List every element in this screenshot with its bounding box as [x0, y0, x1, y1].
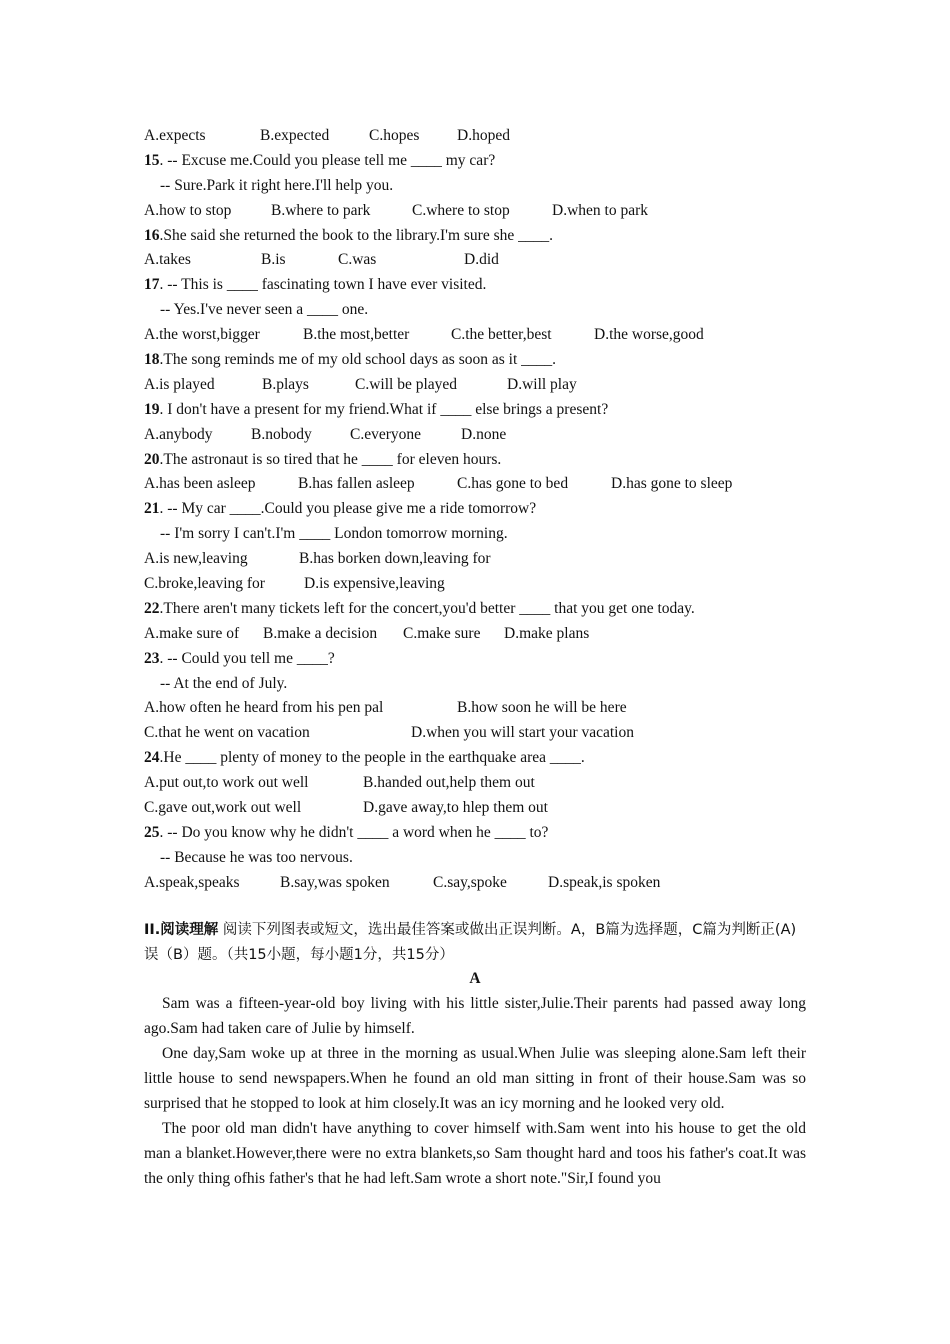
option-b: B.make a decision — [263, 624, 378, 642]
question-20-options — [144, 472, 806, 497]
option-d: D.gave away,to hlep them out — [363, 799, 548, 817]
option-d: D.did — [464, 251, 499, 269]
question-18-options — [144, 373, 806, 398]
question-number: 19 — [144, 400, 160, 418]
option-b: B.plays — [262, 375, 309, 393]
option-a: A.anybody — [144, 425, 213, 443]
option-a: A.how to stop — [144, 201, 232, 219]
question-text: .He ____ plenty of money to the people in the earthquake area ____. — [159, 749, 585, 767]
option-b: B.the most,better — [303, 326, 410, 344]
option-b: B.how soon he will be here — [457, 699, 627, 717]
option-c: C.has gone to bed — [457, 475, 569, 493]
question-text: .The song reminds me of my old school days as soon as it ____. — [159, 351, 556, 369]
question-number: 21 — [144, 500, 160, 518]
question-23-reply: -- At the end of July. — [160, 674, 288, 692]
option-b: B.has fallen asleep — [298, 475, 415, 493]
option-b: B.has borken down,leaving for — [299, 550, 491, 568]
option-a: A.takes — [144, 251, 191, 269]
question-24-stem — [144, 746, 806, 771]
question-19-stem — [144, 398, 806, 423]
option-d: D.hoped — [457, 127, 510, 144]
question-22-stem — [144, 597, 806, 622]
question-number: 24 — [144, 749, 160, 767]
question-23-options-row2 — [144, 721, 806, 746]
section-2-text: 阅读下列图表或短文，选出最佳答案或做出正误判断。A，B篇为选择题，C篇为判断正(A)误（B）题。（共15小题，每小题1分，共15分） — [144, 921, 797, 963]
question-16-options — [144, 248, 806, 273]
question-15-options — [144, 199, 806, 224]
exam-page — [144, 124, 806, 1192]
option-d: D.has gone to sleep — [611, 475, 733, 493]
question-number: 23 — [144, 649, 160, 667]
question-text: . -- Excuse me.Could you please tell me ____ my car? — [159, 151, 496, 169]
option-c: C.broke,leaving for — [144, 575, 265, 593]
passage-paragraph: Sam was a fifteen-year-old boy living with his little sister,Julie.Their parents had passed away long ago.Sam had taken care of Julie by himself. — [144, 995, 806, 1038]
option-c: C.that he went on vacation — [144, 724, 310, 742]
option-c: C.where to stop — [412, 201, 510, 219]
option-a: A.is played — [144, 375, 215, 393]
question-15-stem — [144, 149, 806, 174]
question-text: .The astronaut is so tired that he ____ for eleven hours. — [159, 450, 502, 468]
question-16-stem — [144, 224, 806, 249]
option-d: D.is expensive,leaving — [304, 575, 445, 593]
question-text: . -- My car ____.Could you please give me a ride tomorrow? — [159, 500, 537, 518]
question-25-reply: -- Because he was too nervous. — [160, 848, 353, 866]
question-text: . I don't have a present for my friend.What if ____ else brings a present? — [159, 400, 609, 418]
question-17-reply: -- Yes.I've never seen a ____ one. — [160, 301, 369, 319]
question-number: 18 — [144, 351, 160, 369]
section-2-heading: II.阅读理解 — [144, 921, 219, 938]
question-21-options-row2 — [144, 572, 806, 597]
section-2-instructions — [144, 918, 806, 968]
question-23-options-row1 — [144, 696, 806, 721]
option-d: D.speak,is spoken — [548, 873, 661, 891]
passage-paragraph: The poor old man didn't have anything to cover himself with.Sam went into his house to get the old man a blanket.However,there were no extra blankets,so Sam thought hard and toos his father's coat.It was the only thing ofhis father's that he had left.Sam wrote a short note."Sir,I found you — [144, 1119, 806, 1187]
question-25-options — [144, 871, 806, 896]
question-number: 22 — [144, 599, 160, 617]
option-c: C.the better,best — [451, 326, 552, 344]
option-c: C.say,spoke — [433, 873, 507, 891]
question-18-stem — [144, 348, 806, 373]
question-17-stem — [144, 273, 806, 298]
section-spacer — [144, 896, 806, 918]
question-number: 15 — [144, 151, 160, 169]
option-d: D.the worse,good — [594, 326, 704, 344]
question-number: 17 — [144, 276, 160, 294]
option-d: D.when you will start your vacation — [411, 724, 634, 742]
option-d: D.will play — [507, 375, 577, 393]
option-b: B.handed out,help them out — [363, 774, 535, 792]
option-d: D.none — [461, 425, 507, 443]
option-a: A.the worst,bigger — [144, 326, 260, 344]
question-25-stem — [144, 821, 806, 846]
option-a: A.make sure of — [144, 624, 240, 642]
option-b: B.nobody — [251, 425, 312, 443]
option-b: B.where to park — [271, 201, 371, 219]
option-c: C.was — [338, 251, 377, 269]
passage-a-label: A — [469, 970, 481, 988]
question-21-stem — [144, 497, 806, 522]
question-17-options — [144, 323, 806, 348]
question-text: . -- Do you know why he didn't ____ a word when he ____ to? — [159, 823, 549, 841]
question-22-options — [144, 622, 806, 647]
question-21-options-row1 — [144, 547, 806, 572]
option-b: B.say,was spoken — [280, 873, 390, 891]
question-number: 25 — [144, 823, 160, 841]
question-text: .She said she returned the book to the library.I'm sure she ____. — [159, 226, 554, 244]
option-a: A.speak,speaks — [144, 873, 240, 891]
question-text: .There aren't many tickets left for the concert,you'd better ____ that you get one today. — [159, 599, 695, 617]
option-c: C.will be played — [355, 375, 458, 393]
passage-paragraph: One day,Sam woke up at three in the morning as usual.When Julie was sleeping alone.Sam left their little house to send newspapers.When he found an old man sitting in front of their house.Sam was so surprised that he stopped to look at him closely.It was an icy morning and he looked very old. — [144, 1045, 806, 1112]
question-number: 20 — [144, 450, 160, 468]
question-24-options-row2 — [144, 796, 806, 821]
option-a: A.expects — [144, 127, 206, 144]
question-23-stem — [144, 647, 806, 672]
option-a: A.has been asleep — [144, 475, 256, 493]
option-c: C.everyone — [350, 425, 422, 443]
option-b: B.expected — [260, 127, 330, 144]
question-15-reply: -- Sure.Park it right here.I'll help you. — [160, 176, 394, 194]
option-c: C.gave out,work out well — [144, 799, 302, 817]
question-20-stem — [144, 448, 806, 473]
question-text: . -- Could you tell me ____? — [159, 649, 335, 667]
option-a: A.how often he heard from his pen pal — [144, 699, 384, 717]
option-d: D.make plans — [504, 624, 590, 642]
option-a: A.is new,leaving — [144, 550, 248, 568]
question-14-options — [144, 124, 806, 149]
question-text: . -- This is ____ fascinating town I have ever visited. — [159, 276, 487, 294]
option-d: D.when to park — [552, 201, 648, 219]
option-c: C.make sure — [403, 624, 481, 642]
question-number: 16 — [144, 226, 160, 244]
question-21-reply: -- I'm sorry I can't.I'm ____ London tomorrow morning. — [160, 525, 508, 543]
question-24-options-row1 — [144, 771, 806, 796]
option-c: C.hopes — [369, 127, 420, 144]
option-a: A.put out,to work out well — [144, 774, 309, 792]
question-19-options — [144, 423, 806, 448]
option-b: B.is — [261, 251, 286, 269]
